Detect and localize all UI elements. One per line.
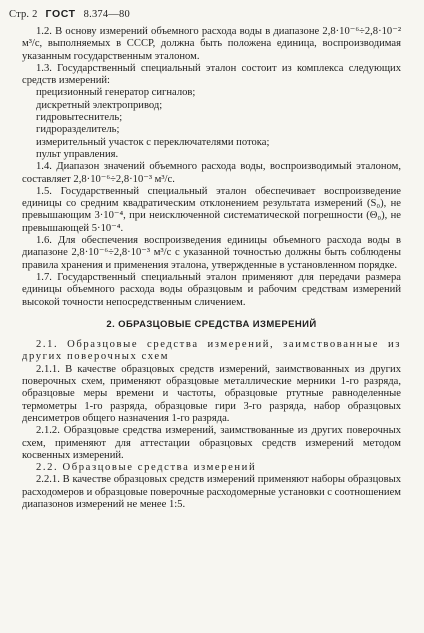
- paragraph-1-5: 1.5. Государственный специальный эталон обеспечивает воспроизведение единицы со средним квадратическим отклонением результата измерений (S₀), не превышающим 3·10⁻⁴, при неисключенной систематической погрешности (Θ₀), не превышающей 5·10⁻⁴.: [22, 185, 401, 234]
- list-item: гидроразделитель;: [36, 124, 120, 136]
- page-number: Стр. 2: [9, 9, 38, 20]
- paragraph-1-6: 1.6. Для обеспечения воспроизведения единицы объемного расхода воды в диапазоне 2,8·10⁻⁶÷2,8·10⁻³ м³/с с указанной точностью должны быть соблюдены правила хранения и применения эталона, утвержденные в установленном порядке.: [22, 235, 401, 271]
- paragraph-2-2: 2.2. Образцовые средства измерений: [36, 462, 257, 474]
- list-item: пульт управления.: [36, 148, 119, 160]
- list-item: дискретный электропривод;: [36, 99, 163, 111]
- gost-label: ГОСТ: [45, 8, 76, 20]
- list-item: гидровытеснитель;: [36, 112, 123, 124]
- section-title: 2. ОБРАЗЦОВЫЕ СРЕДСТВА ИЗМЕРЕНИЙ: [106, 318, 317, 330]
- paragraph-1-3: 1.3. Государственный специальный эталон состоит из комплекса следующих средств измерений:: [22, 62, 401, 87]
- gost-number: 8.374—80: [83, 9, 130, 20]
- paragraph-2-2-1: 2.2.1. В качестве образцовых средств измерений применяют наборы образцовых расходомеров и образцовые поверочные расходомерные установки с соотношением диапазонов измерений не менее 1:5.: [22, 474, 401, 510]
- paragraph-1-7: 1.7. Государственный специальный эталон применяют для передачи размера единицы объемного расхода воды образцовым и рабочим средствам измерений высокой точности непосредственным сличением.: [22, 271, 401, 308]
- list-item: измерительный участок с переключателями потока;: [36, 136, 270, 148]
- paragraph-1-4: 1.4. Диапазон значений объемного расхода воды, воспроизводимый эталоном, составляет 2,8·10⁻⁶÷2,8·10⁻³ м³/с.: [22, 161, 401, 185]
- paragraph-1-2: 1.2. В основу измерений объемного расхода воды в диапазоне 2,8·10⁻⁶÷2,8·10⁻² м³/с, выполняемых в СССР, должна быть положена единица, воспроизводимая указанным государственным эталоном.: [22, 26, 401, 62]
- document-body: [22, 26, 401, 511]
- paragraph-2-1: 2.1. Образцовые средства измерений, заимствованные из других поверочных схем: [22, 339, 401, 363]
- paragraph-2-1-1: 2.1.1. В качестве образцовых средств измерений, заимствованных из других поверочных схем, применяют образцовые металлические мерники 1-го разряда, образцовые меры времени и частоты, образцовые ртутные равноделенные термометры 1-го разряда, образцовые гири 3-го разряда, набор образцовых денсиметров общего назначения 1-го разряда.: [22, 363, 401, 424]
- page-header: [9, 8, 130, 20]
- paragraph-2-1-2: 2.1.2. Образцовые средства измерений, заимствованные из других поверочных схем, применяют для аттестации образцовых средств измерений методом косвенных измерений.: [22, 425, 401, 461]
- list-item: прецизионный генератор сигналов;: [36, 87, 196, 99]
